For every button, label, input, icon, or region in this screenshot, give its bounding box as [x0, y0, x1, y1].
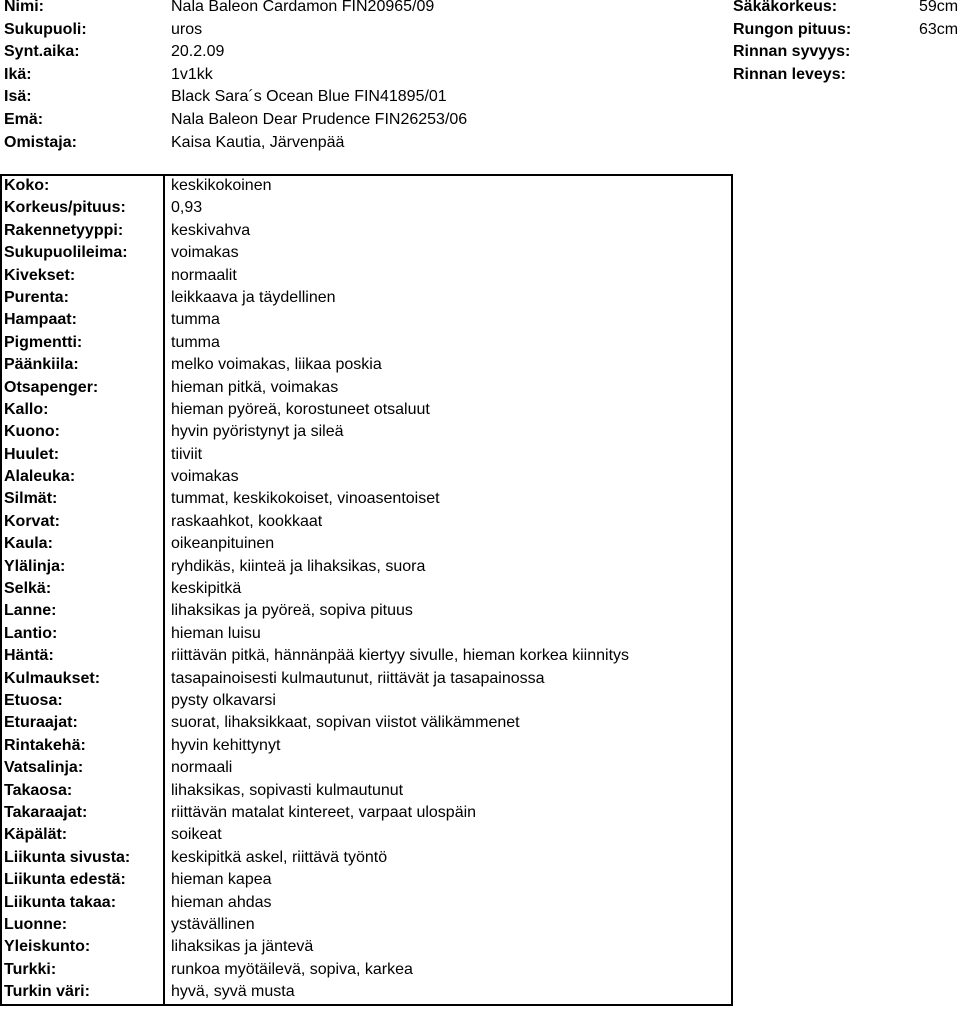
evaluation-value: hieman ahdas	[171, 893, 272, 911]
evaluation-label: Kuono:	[4, 423, 60, 441]
evaluation-value: keskikokoinen	[171, 177, 272, 194]
evaluation-row	[0, 600, 733, 622]
evaluation-value: voimakas	[171, 468, 239, 486]
evaluation-value: lihaksikas ja jäntevä	[171, 938, 314, 956]
evaluation-value: hieman luisu	[171, 624, 261, 642]
evaluation-row	[0, 556, 733, 578]
evaluation-row	[0, 265, 733, 287]
evaluation-label: Vatsalinja:	[4, 759, 84, 777]
evaluation-row	[0, 936, 733, 958]
evaluation-row	[0, 242, 733, 264]
evaluation-label: Luonne:	[4, 915, 68, 933]
evaluation-value: raskaahkot, kookkaat	[171, 512, 323, 530]
evaluation-row	[0, 309, 733, 331]
evaluation-value: keskipitkä	[171, 580, 242, 598]
evaluation-table	[0, 175, 733, 1003]
evaluation-label: Otsapenger:	[4, 378, 99, 396]
evaluation-value: riittävän matalat kintereet, varpaat ulospäin	[171, 803, 477, 821]
evaluation-row	[0, 668, 733, 690]
header-row	[0, 86, 733, 108]
evaluation-label: Hampaat:	[4, 311, 77, 329]
header-label: Emä:	[4, 111, 44, 128]
evaluation-row	[0, 175, 733, 197]
evaluation-row	[0, 332, 733, 354]
evaluation-label: Korvat:	[4, 512, 61, 530]
header-label: Synt.aika:	[4, 43, 80, 61]
evaluation-row	[0, 578, 733, 600]
evaluation-label: Liikunta edestä:	[4, 871, 126, 889]
evaluation-value: hieman kapea	[171, 871, 272, 889]
evaluation-label: Koko:	[4, 177, 50, 194]
evaluation-label: Rintakehä:	[4, 736, 86, 754]
header-value: uros	[171, 20, 203, 38]
evaluation-label: Selkä:	[4, 580, 52, 598]
evaluation-row	[0, 892, 733, 914]
evaluation-value: suorat, lihaksikkaat, sopivan viistot välikämmenet	[171, 714, 520, 732]
evaluation-label: Päänkiila:	[4, 356, 79, 374]
evaluation-value: melko voimakas, liikaa poskia	[171, 356, 382, 374]
header-value: 20.2.09	[171, 43, 225, 61]
evaluation-value: hyvin pyöristynyt ja sileä	[171, 423, 344, 441]
table-bottom-border	[0, 1004, 733, 1006]
evaluation-value: lihaksikas ja pyöreä, sopiva pituus	[171, 602, 413, 620]
evaluation-label: Korkeus/pituus:	[4, 199, 126, 217]
evaluation-label: Takaosa:	[4, 781, 73, 799]
header-label: Omistaja:	[4, 133, 77, 151]
evaluation-value: keskivahva	[171, 221, 251, 239]
evaluation-value: hyvä, syvä musta	[171, 983, 295, 1001]
evaluation-value: pysty olkavarsi	[171, 691, 276, 709]
evaluation-value: leikkaava ja täydellinen	[171, 288, 336, 306]
evaluation-value: keskipitkä askel, riittävä työntö	[171, 848, 388, 866]
measurement-row	[0, 0, 960, 18]
evaluation-label: Rakennetyyppi:	[4, 221, 124, 239]
evaluation-row	[0, 287, 733, 309]
evaluation-label: Kulmaukset:	[4, 669, 101, 687]
evaluation-row	[0, 981, 733, 1003]
evaluation-label: Turkki:	[4, 960, 57, 978]
measurement-value: 59cm	[919, 0, 959, 15]
evaluation-row	[0, 802, 733, 824]
evaluation-label: Kallo:	[4, 400, 49, 418]
evaluation-value: hieman pitkä, voimakas	[171, 378, 339, 396]
header-value: Kaisa Kautia, Järvenpää	[171, 133, 345, 151]
evaluation-row	[0, 533, 733, 555]
evaluation-row	[0, 197, 733, 219]
header-row	[0, 109, 733, 131]
evaluation-row	[0, 780, 733, 802]
evaluation-row	[0, 757, 733, 779]
evaluation-value: normaali	[171, 759, 233, 777]
evaluation-label: Yleiskunto:	[4, 938, 91, 956]
evaluation-row	[0, 399, 733, 421]
measurement-row	[0, 19, 960, 41]
header-value: 1v1kk	[171, 65, 213, 83]
evaluation-row	[0, 511, 733, 533]
evaluation-label: Eturaajat:	[4, 714, 78, 732]
evaluation-row	[0, 824, 733, 846]
evaluation-value: voimakas	[171, 244, 239, 262]
evaluation-value: tummat, keskikokoiset, vinoasentoiset	[171, 490, 440, 508]
evaluation-row	[0, 645, 733, 667]
header-value: Black Sara´s Ocean Blue FIN41895/01	[171, 88, 447, 106]
evaluation-value: ystävällinen	[171, 915, 255, 933]
header-label: Sukupuoli:	[4, 20, 87, 38]
evaluation-label: Etuosa:	[4, 691, 63, 709]
evaluation-row	[0, 959, 733, 981]
evaluation-label: Liikunta takaa:	[4, 893, 117, 911]
evaluation-label: Purenta:	[4, 288, 69, 306]
evaluation-label: Häntä:	[4, 647, 54, 665]
evaluation-row	[0, 690, 733, 712]
header-label: Isä:	[4, 88, 32, 106]
evaluation-row	[0, 488, 733, 510]
header-label: Ikä:	[4, 65, 32, 83]
evaluation-label: Turkin väri:	[4, 983, 90, 1001]
evaluation-row	[0, 869, 733, 891]
evaluation-label: Kivekset:	[4, 266, 76, 284]
header-row	[0, 132, 733, 154]
evaluation-value: runkoa myötäilevä, sopiva, karkea	[171, 960, 413, 978]
evaluation-value: tumma	[171, 311, 220, 329]
header-label: Nimi:	[4, 0, 44, 15]
measurement-label: Rinnan syvyys:	[733, 43, 851, 61]
evaluation-label: Lantio:	[4, 624, 58, 642]
evaluation-label: Sukupuolileima:	[4, 244, 128, 262]
evaluation-row	[0, 444, 733, 466]
header-value: Nala Baleon Dear Prudence FIN26253/06	[171, 111, 468, 128]
measurement-row	[0, 64, 960, 86]
evaluation-row	[0, 914, 733, 936]
evaluation-value: riittävän pitkä, hännänpää kiertyy sivulle, hieman korkea kiinnitys	[171, 647, 630, 665]
evaluation-label: Huulet:	[4, 445, 60, 463]
evaluation-value: soikeat	[171, 826, 222, 844]
measurement-value: 63cm	[919, 20, 959, 38]
evaluation-value: ryhdikäs, kiinteä ja lihaksikas, suora	[171, 557, 426, 575]
evaluation-row	[0, 377, 733, 399]
evaluation-label: Kaula:	[4, 535, 53, 553]
evaluation-value: tiiviit	[171, 445, 203, 463]
evaluation-label: Silmät:	[4, 490, 58, 508]
measurement-label: Rinnan leveys:	[733, 65, 846, 83]
evaluation-label: Alaleuka:	[4, 468, 76, 486]
measurement-label: Säkäkorkeus:	[733, 0, 838, 15]
evaluation-value: normaalit	[171, 266, 237, 284]
evaluation-value: tumma	[171, 333, 220, 351]
evaluation-value: oikeanpituinen	[171, 535, 275, 553]
evaluation-label: Käpälät:	[4, 826, 68, 844]
evaluation-value: tasapainoisesti kulmautunut, riittävät ja tasapainossa	[171, 669, 545, 687]
evaluation-row	[0, 421, 733, 443]
evaluation-row	[0, 466, 733, 488]
evaluation-row	[0, 623, 733, 645]
evaluation-value: hyvin kehittynyt	[171, 736, 281, 754]
evaluation-label: Lanne:	[4, 602, 57, 620]
header-value: Nala Baleon Cardamon FIN20965/09	[171, 0, 435, 15]
evaluation-row	[0, 712, 733, 734]
evaluation-value: hieman pyöreä, korostuneet otsaluut	[171, 400, 430, 418]
evaluation-row	[0, 220, 733, 242]
evaluation-label: Liikunta sivusta:	[4, 848, 131, 866]
evaluation-row	[0, 354, 733, 376]
evaluation-row	[0, 847, 733, 869]
evaluation-label: Pigmentti:	[4, 333, 83, 351]
evaluation-value: lihaksikas, sopivasti kulmautunut	[171, 781, 404, 799]
evaluation-label: Takaraajat:	[4, 803, 88, 821]
evaluation-row	[0, 735, 733, 757]
evaluation-value: 0,93	[171, 199, 203, 217]
measurement-row	[0, 41, 960, 63]
evaluation-label: Ylälinja:	[4, 557, 66, 575]
measurement-label: Rungon pituus:	[733, 20, 852, 38]
